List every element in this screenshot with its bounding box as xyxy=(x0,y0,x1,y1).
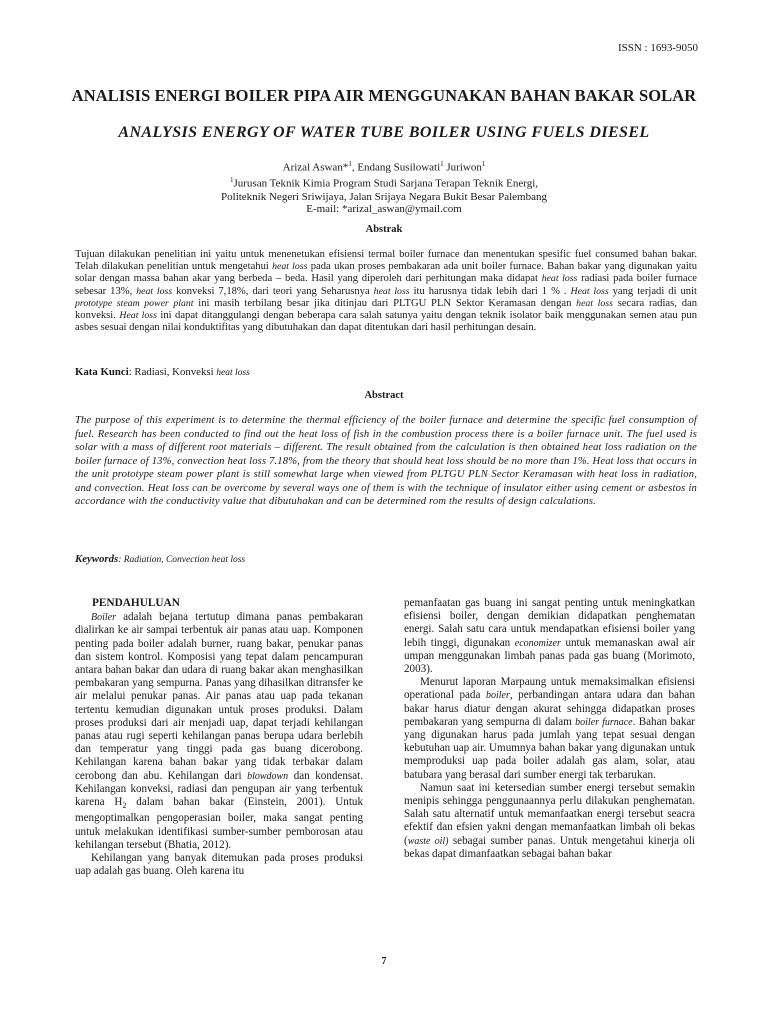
author-affiliation: $^1$Jurusan Teknik Kimia Program Studi Sarjana Terapan Teknik Energi, xyxy=(229,176,538,190)
body-paragraph: Namun saat ini ketersedian sumber energi tersebut semakin menipis sehingga penggunaannya perlu dilakukan penghematan. Salah satu alternatif untuk memanfaatkan energi tersebut seacra efektif dan efsien yakni dengan memanfaatkan limbah oli bekas (waste oil) sebagai sumber panas. Untuk mengetahui kinerja oli bekas dapat dimanfaatkan sebagai bahan bakar xyxy=(404,781,695,860)
body-column-left xyxy=(75,597,363,878)
kata-kunci: Kata Kunci: Radiasi, Konveksi heat loss xyxy=(75,366,250,378)
author-email: E-mail: *arizal_aswan@ymail.com xyxy=(306,203,462,216)
author-affiliation-address: Politeknik Negeri Sriwijaya, Jalan Srijaya Negara Bukit Besar Palembang xyxy=(221,190,547,203)
abstract-text: The purpose of this experiment is to determine the thermal efficiency of the boiler furnace and determine the specific fuel consumption of fuel. Research has been conducted to find out the heat loss of fish in the combustion process there is a boiler furnace unit. The fuel used is solar with a mass of different root materials – different. The result obtained from the calculation is then obtained heat loss radiation on the boiler furnace of 13%, convection heat loss 7.18%, from the theory that should heat loss should be no more than 1%. Heat loss that occurs in the unit prototype steam power plant is still somewhat large when viewed from PLTGU PLN Sector Keramasan with heat loss in radiation, and convection. Heat loss can be overcome by several ways one of them is with the technique of insulator either using cement or asbestos in accordance with the conductivity value that dibutuhakan and can be determined rom the results of design calculations. xyxy=(75,415,697,507)
abstrak-text: Tujuan dilakukan penelitian ini yaitu untuk menenetukan efisiensi termal boiler furnace dan menentukan spesific fuel consumed bahan bakar. Telah dilakukan penelitian untuk mengetahui heat loss pada ukan proses pembakaran ada unit boiler furnace. Bahan bakar yang digunakan yaitu solar dengan massa bahan akar yang berbeda – beda. Hasil yang diperoleh dari perhitungan maka didapat heat loss radiasi pada boiler furnace sebesar 13%, heat loss konveksi 7,18%, dari teori yang Seharusnya heat loss itu harusnya tidak lebih dari 1 % . Heat loss yang terjadi di unit prototype steam power plant ini masih terbilang besar jika ditinjau dari PLTGU PLN Sektor Keramasan dengan heat loss secara radias, dan konveksi. Heat loss ini dapat ditanggulangi dengan beberapa cara salah satunya yaitu dengan teknik isolator baik menggunakan semen atau pun asbes sesuai dengan nilai konduktifitas yang dibutuhakan dan dapat ditentukan dari hasil perhitungan desain. xyxy=(75,249,698,334)
issn-label: ISSN : 1693-9050 xyxy=(617,42,698,54)
body-paragraph: pemanfaatan gas buang ini sangat penting untuk meningkatkan efisiensi boiler, dengan demikian didapatkan penghematan energi. Salah satu cara untuk mendapatkan efisiensi boiler yang lebih tinggi, digunakan economizer untuk memanaskan awal air umpan menggunakan limbah panas pada gas buang (Morimoto, 2003). xyxy=(404,597,696,676)
body-column-right xyxy=(404,597,695,861)
keywords: Keywords: Radiation, Convection heat loss xyxy=(75,553,246,565)
abstract-heading: Abstract xyxy=(364,390,404,401)
body-paragraph: Menurut laporan Marpaung untuk memaksimalkan efisiensi operational pada boiler, perbandingan antara udara dan bahan bakar harus diatur dengan akurat sehingga didapatkan proses pembakaran yang sempurna di dalam boiler furnace. Bahan bakar yang digunakan harus pada jumlah yang tepat sesuai dengan kebutuhan uap air. Umumnya bahan bakar yang digunakan untuk memproduksi uap pada boiler adalah gas alam, solar, atau batubara yang berasal dari sumber energi tak terbarukan. xyxy=(404,676,695,781)
author-block xyxy=(0,158,768,216)
author-names: Arizal Aswan*$^1$, Endang Susilowati$^1$ Juriwon$^1$ xyxy=(282,160,486,174)
paper-title: ANALISIS ENERGI BOILER PIPA AIR MENGGUNAKAN BAHAN BAKAR SOLAR xyxy=(71,86,697,105)
body-paragraph: Kehilangan yang banyak ditemukan pada proses produksi uap adalah gas buang. Oleh karena itu xyxy=(75,852,363,878)
page-number: 7 xyxy=(381,956,387,967)
abstrak-heading: Abstrak xyxy=(365,224,403,235)
body-paragraph: Boiler adalah bejana tertutup dimana panas pembakaran dialirkan ke air sampai terbentuk air panas atau uap. Komponen penting pada boiler adalah burner, ruang bakar, penukar panas dan sistem kontrol. Komposisi yang tepat dalam pencampuran antara bahan bakar dan udara di ruang bakar akan menghasilkan pembakaran yang sempurna. Panas yang dihasilkan ditransfer ke air melalui penukar panas. Air panas atau uap pada tekanan tertentu kemudian digunakan untuk proses produksi. Dalam proses produksi dari air menjadi uap, dapat terjadi kehilangan panas atau rugi seperti kehilangan panas berupa udara berlebih dan temperatur yang tinggi pada gas buang dicerobong. Kehilangan karena bahan bakar yang tidak terbakar dalam cerobong dan abu. Kehilangan dari blowdown dan kondensat. Kehilangan konveksi, radiasi dan pengupan air yang terbentuk karena $H_2$ dalam bahan bakar (Einstein, 2001). Untuk mengoptimalkan pengoperasian boiler, maka sangat penting untuk melakukan identifikasi sumber-sumber pemborosan atau kehilangan tersebut (Bhatia, 2012). xyxy=(75,611,363,851)
section-title-pendahuluan: PENDAHULUAN xyxy=(92,597,180,609)
paper-subtitle: ANALYSIS ENERGY OF WATER TUBE BOILER USING FUELS DIESEL xyxy=(118,124,650,141)
